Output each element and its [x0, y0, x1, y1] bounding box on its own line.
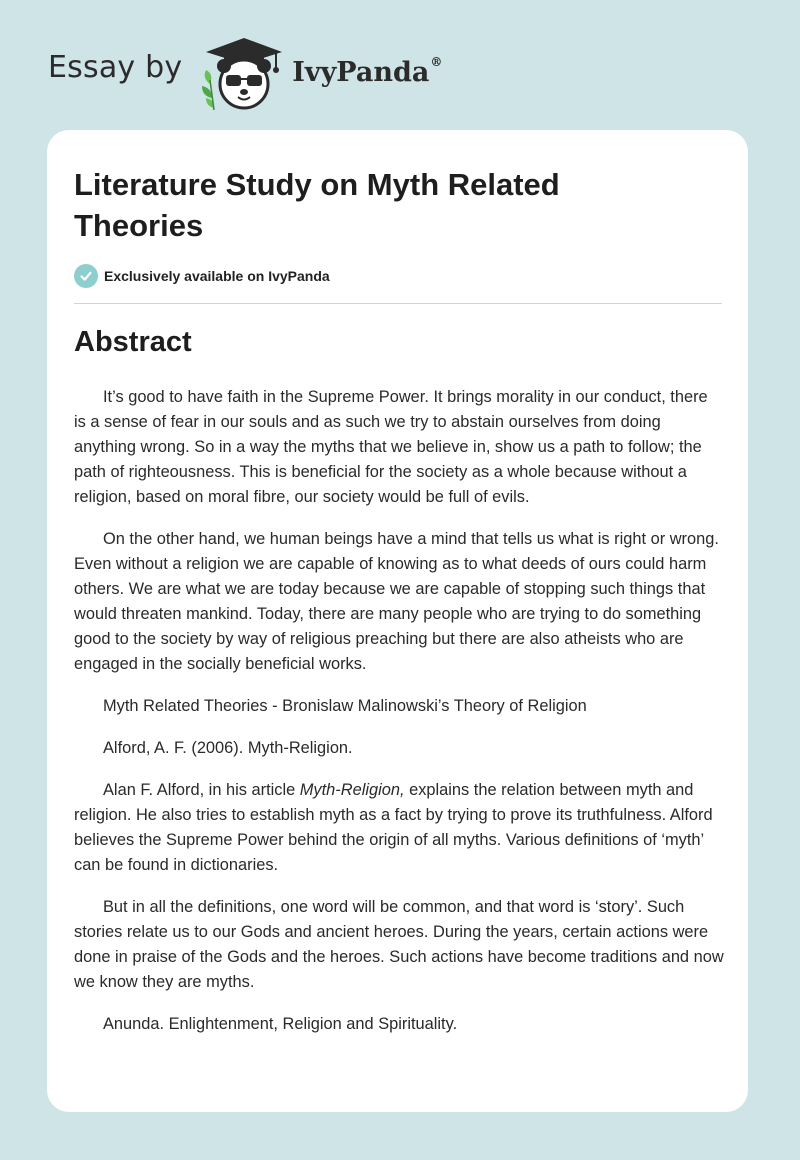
registered-mark: ® — [430, 54, 443, 69]
paragraph: Anunda. Enlightenment, Religion and Spirituality. — [103, 1015, 458, 1033]
paragraph: Myth Related Theories - Bronislaw Malinowski’s Theory of Religion — [103, 697, 587, 715]
paragraph: Alford, A. F. (2006). Myth-Religion. — [103, 739, 353, 757]
article-body — [74, 385, 724, 1054]
section-heading: Abstract — [74, 326, 192, 358]
essay-by-label: Essay by — [48, 49, 183, 85]
article-title-italic: Myth-Religion, — [299, 781, 405, 799]
paragraph: It’s good to have faith in the Supreme Power. It brings morality in our conduct, there is a sense of fear in our souls and as such we try to abstain ourselves from doing anything wrong. So in a way the myths that we believe in, show us a path to follow; the path of righteousness. This is beneficial for the society as a whole because without a religion, based on moral fibre, our society would be full of evils. — [74, 388, 708, 506]
paragraph: But in all the definitions, one word will be common, and that word is ‘story’. Such stories relate us to our Gods and ancient heroes. During the years, certain actions were done in praise of the Gods and the heroes. Such actions have become traditions and now we know they are myths. — [74, 898, 724, 991]
site-header — [48, 30, 442, 110]
brand-name[interactable] — [292, 54, 443, 88]
essay-card — [47, 130, 748, 1112]
paragraph — [74, 778, 724, 878]
exclusive-label: Exclusively available on IvyPanda — [104, 268, 330, 284]
divider — [74, 303, 722, 304]
check-icon — [74, 264, 98, 288]
paragraph: On the other hand, we human beings have a mind that tells us what is right or wrong. Even without a religion we are capable of knowing as to what deeds of ours could harm others. We are what we are today because we are capable of stopping such things that would threaten mankind. Today, there are many people who are trying to do something good to the society by way of religious preaching but there are also atheists who are engaged in the socially beneficial works. — [74, 530, 719, 673]
paragraph-text: explains the relation between myth and religion. He also tries to establish myth as a fact by trying to prove its truthfulness. Alford believes the Supreme Power behind the origin of all myths. Various definitions of ‘myth’ can be found in dictionaries. — [74, 781, 713, 874]
exclusive-badge — [74, 264, 330, 288]
paragraph-text: Alan F. Alford, in his article — [103, 781, 300, 799]
page-title: Literature Study on Myth Related Theories — [74, 167, 560, 243]
brand-label: IvyPanda — [292, 56, 430, 88]
ivypanda-logo-icon[interactable] — [196, 30, 288, 110]
